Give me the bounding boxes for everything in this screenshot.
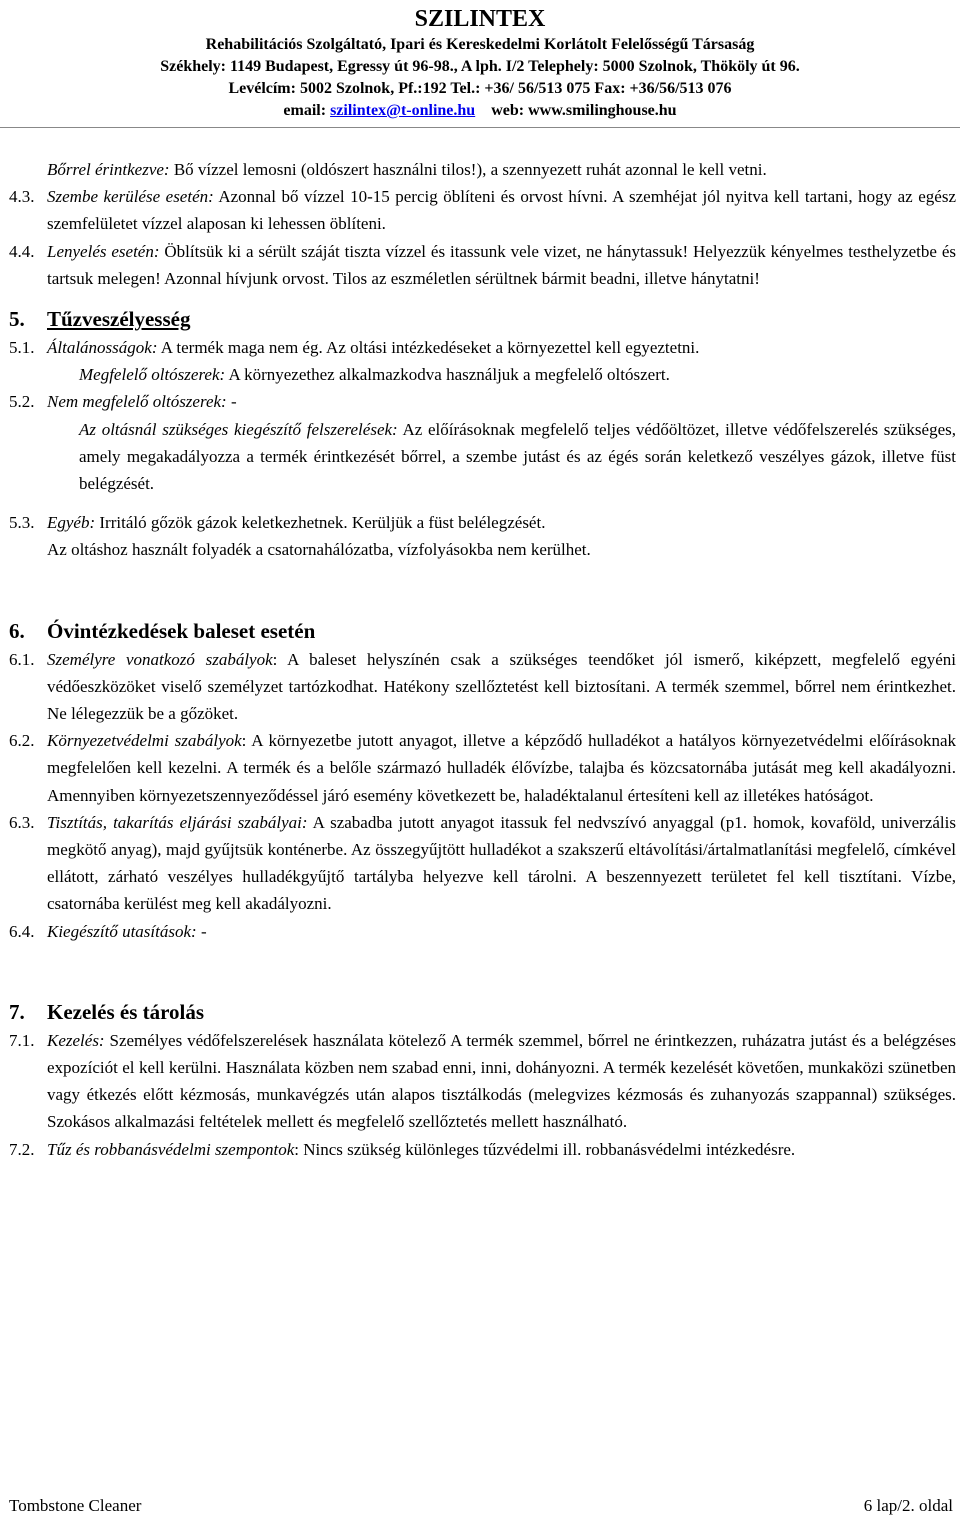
paragraph-number: 5.3. <box>9 513 35 533</box>
cleanup-rules-text: A szabadba jutott anyagot itassuk fel nedvszívó anyaggal (p1. homok, kovaföld, univerzális megkötő anyag), majd gyűjtsük konténerbe. Az összegyűjtött hulladékot a szakszerű eltávolítási/ártalmatlanítási megfelelő, címkével ellátott, zárható veszélyes hulladékgyűjtő tartályba helyezve kell tárolni. A beszennyezett területet fel kell tisztítani. Vízbe, csatornába kerülést meg kell akadályozni. <box>47 812 956 914</box>
paragraph-4-2 <box>0 156 960 183</box>
environmental-rules-label: Környezetvédelmi szabályok <box>47 731 242 751</box>
paragraph-5-1 <box>0 334 960 361</box>
section-title: Tűzveszélyesség <box>47 307 191 332</box>
personal-rules-label: Személyre vonatkozó szabályok <box>47 649 273 669</box>
ingestion-label: Lenyelés esetén: <box>47 241 160 261</box>
handling-label: Kezelés: <box>47 1030 105 1050</box>
section-6-heading <box>0 616 960 646</box>
paragraph-6-4 <box>0 918 960 945</box>
section-5-heading <box>0 304 960 334</box>
general-label: Általánosságok: <box>47 338 158 358</box>
paragraph-number: 6.1. <box>9 649 35 669</box>
company-email-web <box>0 100 960 122</box>
paragraph-number: 6.4. <box>9 921 35 941</box>
page-footer <box>9 1496 953 1516</box>
paragraph-4-4 <box>0 238 960 292</box>
paragraph-4-3 <box>0 183 960 237</box>
footer-product-name: Tombstone Cleaner <box>9 1496 142 1515</box>
cleanup-rules-label: Tisztítás, takarítás eljárási szabályai: <box>47 812 308 832</box>
paragraph-6-2 <box>0 727 960 809</box>
email-label: email: <box>283 102 327 119</box>
footer-page-number: 6 lap/2. oldal <box>863 1496 953 1515</box>
paragraph-number: 4.3. <box>9 187 35 207</box>
paragraph-5-1-agents <box>0 361 960 388</box>
unsuitable-agents-label: Nem megfelelő oltószerek: <box>47 392 227 412</box>
other-label: Egyéb: <box>47 513 96 533</box>
section-title: Óvintézkedések baleset esetén <box>47 618 316 643</box>
paragraph-number: 7.2. <box>9 1139 35 1159</box>
eye-contact-label: Szembe kerülése esetén: <box>47 187 214 207</box>
letterhead <box>0 4 960 122</box>
suitable-agents-label: Megfelelő oltószerek: <box>79 365 226 385</box>
paragraph-number: 7.1. <box>9 1030 35 1050</box>
section-number: 7. <box>9 999 25 1024</box>
paragraph-5-2-equipment <box>0 416 960 498</box>
header-divider <box>0 127 960 128</box>
eye-contact-text: Azonnal bő vízzel 10-15 percig öblíteni és orvost hívni. A szemhéjat jól nyitva kell tartani, hogy az egész szemfelületet vízzel alaposan ki lehessen öblíteni. <box>47 187 956 234</box>
paragraph-number: 6.3. <box>9 812 35 832</box>
company-contact: Levélcím: 5002 Szolnok, Pf.:192 Tel.: +36/ 56/513 075 Fax: +36/56/513 076 <box>228 80 732 97</box>
equipment-label: Az oltásnál szükséges kiegészítő felszerelések: <box>79 419 398 439</box>
fire-explosion-label: Tűz és robbanásvédelmi szempontok <box>47 1139 295 1159</box>
paragraph-number: 5.1. <box>9 338 35 358</box>
equipment-text: Az előírásoknak megfelelő teljes védőöltözet, illetve védőfelszerelés szükséges, amely megakadályozza a termék érintkezését bőrrel, a szembe jutást és az égés során keletkező veszélyes gázok, illetve füst belégzését. <box>79 419 957 494</box>
paragraph-6-1 <box>0 646 960 728</box>
section-number: 5. <box>9 307 25 332</box>
paragraph-7-1 <box>0 1027 960 1136</box>
company-subtitle: Rehabilitációs Szolgáltató, Ipari és Kereskedelmi Korlátolt Felelősségű Társaság <box>205 36 755 53</box>
paragraph-number: 5.2. <box>9 392 35 412</box>
paragraph-number: 6.2. <box>9 731 35 751</box>
section-number: 6. <box>9 618 25 643</box>
paragraph-number: 4.4. <box>9 241 35 261</box>
paragraph-5-2 <box>0 388 960 415</box>
email-link[interactable]: szilintex@t-online.hu <box>330 102 476 119</box>
fire-explosion-text: : Nincs szükség különleges tűzvédelmi ill. robbanásvédelmi intézkedésre. <box>294 1139 796 1159</box>
suitable-agents-text: A környezethez alkalmazkodva használjuk a megfelelő oltószert. <box>225 365 670 385</box>
paragraph-5-3-b <box>0 536 960 563</box>
document-body <box>0 156 960 1163</box>
ingestion-text: Öblítsük ki a sérült száját tiszta vízzel és itassunk vele vizet, ne hánytassuk! Helyezzük kényelmes testhelyzetbe és tartsuk melegen! Azonnal hívjunk orvost. Tilos az eszméletlen sérültnek bármit beadni, illetve hánytatni! <box>47 241 956 288</box>
paragraph-7-2 <box>0 1136 960 1163</box>
paragraph-6-3 <box>0 809 960 918</box>
company-name: SZILINTEX <box>414 6 546 32</box>
skin-contact-text: Bő vízzel lemosni (oldószert használni tilos!), a szennyezett ruhát azonnal le kell vetni. <box>169 160 767 179</box>
section-7-heading <box>0 997 960 1027</box>
unsuitable-agents-text: - <box>226 392 237 412</box>
paragraph-5-3 <box>0 509 960 536</box>
handling-text: Személyes védőfelszerelések használata kötelező A termék szemmel, bőrrel ne érintkezzen, ruházatra jutást és a belégzéses expozíciót el kell kerülni. Használata közben nem szabad enni, inni, dohányozni. A termék kezelését követően, munkaközi szünetben vagy étkezés előtt kézmosás, munkavégzés után alapos tisztálkodás (melegvizes kézmosás és zuhanyozás szappannal) szükséges. Szokásos alkalmazási feltételek mellett és megfelelő szellőztetés mellett használható. <box>47 1030 956 1132</box>
other-text: Irritáló gőzök gázok keletkezhetnek. Kerüljük a füst belélegzését. <box>95 513 546 533</box>
additional-instructions-label: Kiegészítő utasítások: - <box>47 921 207 941</box>
general-text: A termék maga nem ég. Az oltási intézkedéseket a környezettel kell egyeztetni. <box>157 338 700 358</box>
company-address: Székhely: 1149 Budapest, Egressy út 96-98., A lph. I/2 Telephely: 5000 Szolnok, Thököly út 96. <box>160 58 800 75</box>
web-address: web: www.smilinghouse.hu <box>491 102 677 119</box>
skin-contact-label: Bőrrel érintkezve: <box>47 160 170 179</box>
personal-rules-text: : A baleset helyszínén csak a szükséges teendőket jól ismerő, kiképzett, megfelelő egyéni védőeszközöket viselő személyzet tartózkodhat. Hatékony szellőztetést kell biztosítani. A termék szemmel, bőrrel nem érintkezhet. Ne lélegezzük be a gőzöket. <box>47 649 957 724</box>
section-title: Kezelés és tárolás <box>47 999 205 1024</box>
runoff-text: Az oltáshoz használt folyadék a csatornahálózatba, vízfolyásokba nem kerülhet. <box>47 540 591 560</box>
environmental-rules-text: : A környezetbe jutott anyagot, illetve a képződő hulladékot a hatályos környezetvédelmi előírásoknak megfelelően kell kezelni. A termék és a belőle származó hulladék élővízbe, talajba és közcsatornába jutását meg kell akadályozni. Amennyiben környezetszennyeződéssel járó esemény következett be, haladéktalanul értesíteni kell az illetékes hatóságot. <box>47 731 956 805</box>
